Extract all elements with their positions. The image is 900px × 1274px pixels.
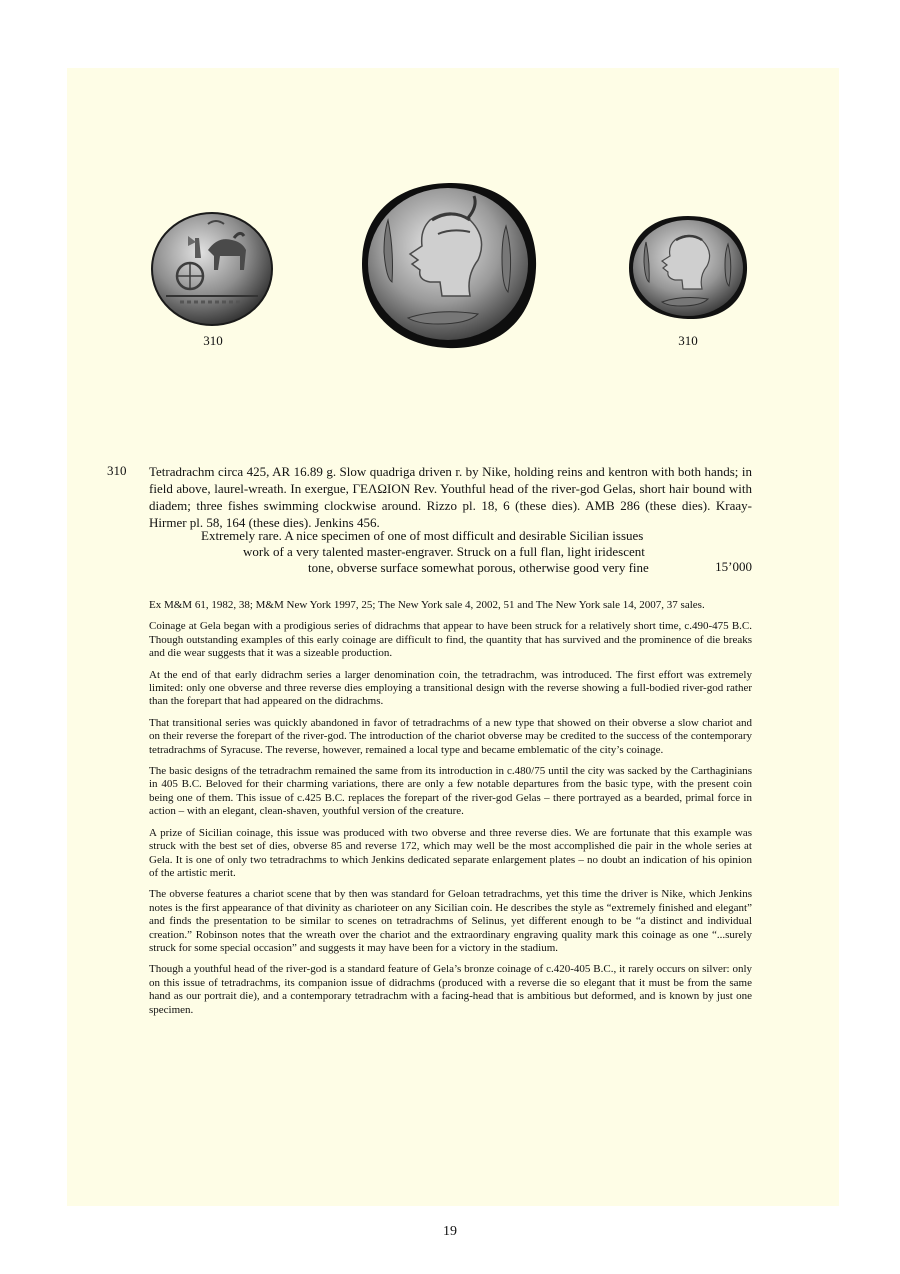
- coin-label-reverse: 310: [678, 333, 698, 348]
- lot-number: 310: [107, 463, 127, 478]
- note-paragraph: At the end of that early didrachm series a larger denomination coin, the tetradrachm, was introduced. The first effort was extremely limited: only one obverse and three reverse dies employing a transitional design with the reverse showing a full-bodied river-god rather than the forepart that had appeared on the didrachms.: [149, 668, 752, 708]
- note-paragraph: The obverse features a chariot scene that by then was standard for Geloan tetradrachms, yet this time the driver is Nike, which Jenkins notes is the first appearance of that divinity as charioteer on any Sicilian coin. He describes the style as “extremely finished and elegant” and finds the presentation to be similar to scenes on tetradrachms of Selinus, yet different enough to be “a distinct and individual creation.” Robinson notes that the wreath over the chariot and the extraordinary engraving quality mark this coinage as one “...surely struck for some special occasion” and suggests it may have been for a victory in the stadium.: [149, 888, 752, 954]
- lot-notes: [149, 599, 752, 1025]
- reverse-coin-image: [626, 214, 750, 322]
- note-paragraph: Though a youthful head of the river-god is a standard feature of Gela’s bronze coinage of c.420-405 B.C., it rarely occurs on silver: only on this issue of tetradrachms, its companion issue of didrachms (produced with a reverse die so elegant that it must be from the same hand as our portrait die), and a contemporary tetradrachm with a facing-head that is ambitious but deformed, and is known by just one specimen.: [149, 963, 752, 1016]
- lot-description: Tetradrachm circa 425, AR 16.89 g. Slow quadriga driven r. by Nike, holding reins and kentron with both hands; in field above, laurel-wreath. In exergue, ΓΕΛΩΙΟΝ Rev. Youthful head of the river-god Gelas, short hair bound with diadem; three fishes swimming clockwise around. Rizzo pl. 18, 6 (these dies). AMB 286 (these dies). Kraay-Hirmer pl. 58, 164 (these dies). Jenkins 456.: [149, 464, 752, 530]
- condition-line-1: Extremely rare. A nice specimen of one of most difficult and desirable Sicilian issues: [201, 528, 644, 543]
- obverse-coin-image: [150, 210, 275, 328]
- page-number: 19: [443, 1224, 457, 1239]
- provenance-note: Ex M&M 61, 1982, 38; M&M New York 1997, 25; The New York sale 4, 2002, 51 and The New York sale 14, 2007, 37 sales.: [149, 599, 705, 611]
- note-paragraph: Coinage at Gela began with a prodigious series of didrachms that appear to have been struck for a relatively short time, c.490-475 B.C. Though outstanding examples of this early coinage are difficult to find, the quantity that has survived and the prominence of die breaks and die wear suggests that it was a sizeable production.: [149, 620, 752, 660]
- condition-line-3: tone, obverse surface somewhat porous, otherwise good very fine: [308, 560, 649, 575]
- estimate-price: 15’000: [715, 559, 752, 574]
- note-paragraph: The basic designs of the tetradrachm remained the same from its introduction in c.480/75 until the city was sacked by the Carthaginians in 405 B.C. Beloved for their charming variations, there are only a few notable departures from the basic type, with the present coin being one of them. This issue of c.425 B.C. replaces the forepart of the river-god Gelas – there portrayed as a bearded, primal force in action – with an elegant, clean-shaven, youthful version of the creature.: [149, 765, 752, 818]
- note-paragraph: A prize of Sicilian coinage, this issue was produced with two obverse and three reverse dies. We are fortunate that this example was struck with the best set of dies, obverse 85 and reverse 172, which may well be the most accomplished die pair in the whole series at Gela. It is one of only two tetradrachms to which Jenkins dedicated separate enlargement plates – no doubt an indication of his opinion of the artistic merit.: [149, 826, 752, 879]
- coin-label-obverse: 310: [203, 333, 223, 348]
- enlarged-reverse-coin-image: [358, 180, 540, 352]
- condition-line-2: work of a very talented master-engraver. Struck on a full flan, light iridescent: [243, 544, 645, 559]
- note-paragraph: That transitional series was quickly abandoned in favor of tetradrachms of a new type that showed on their obverse a slow chariot and on their reverse the forepart of the river-god. The introduction of the chariot obverse may be credited to the success of the contemporary tetradrachms of Syracuse. The reverse, however, remained a local type and became emblematic of the city’s coinage.: [149, 716, 752, 756]
